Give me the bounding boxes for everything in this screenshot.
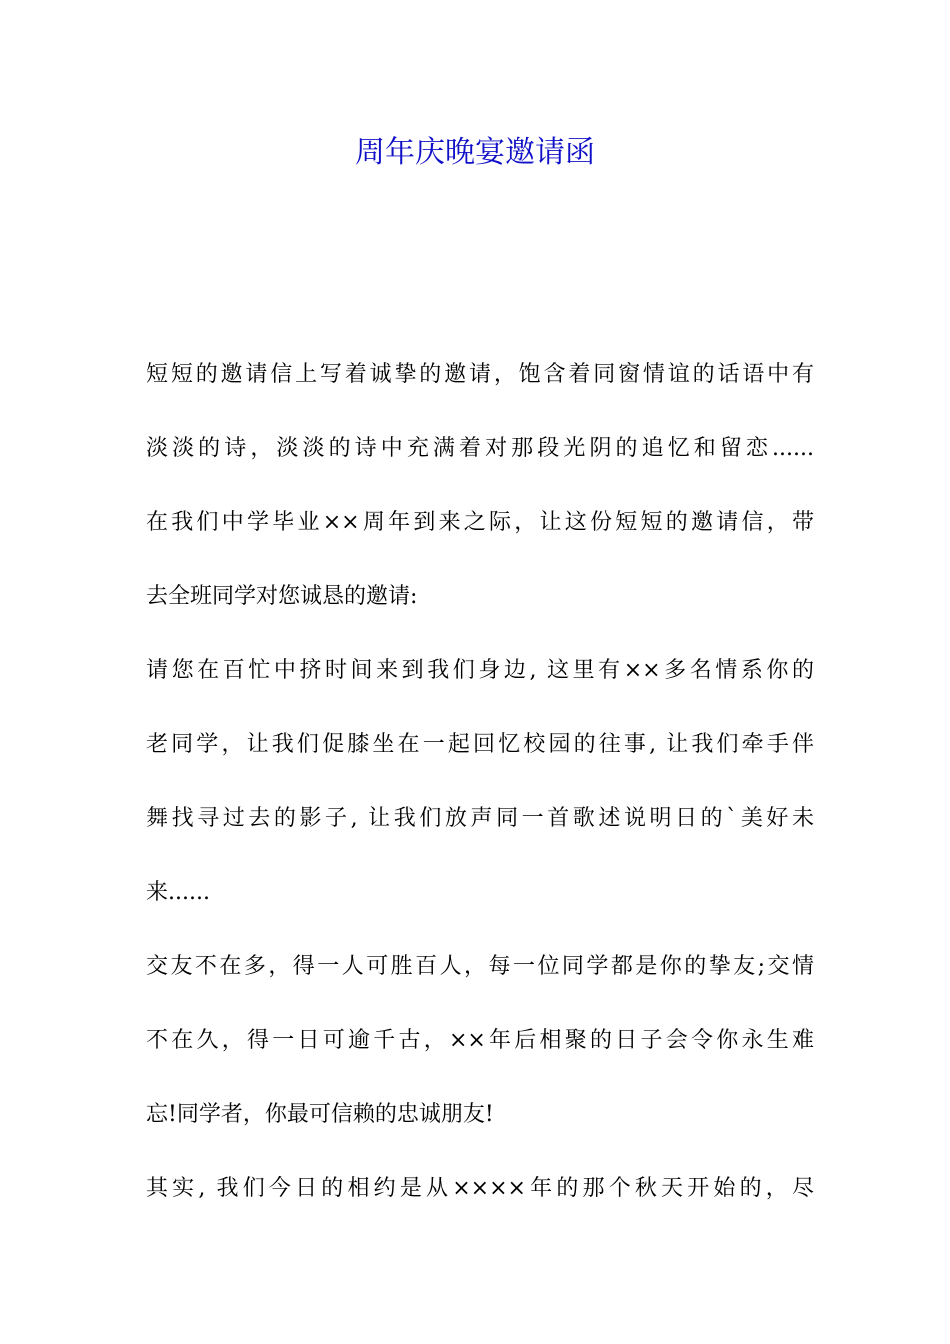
body-line: 在我们中学毕业××周年到来之际，让这份短短的邀请信，带 <box>146 510 814 535</box>
document-body <box>146 338 814 1226</box>
body-line: 忘!同学者，你最可信赖的忠诚朋友! <box>146 1102 494 1127</box>
body-line: 交友不在多，得一人可胜百人，每一位同学都是你的挚友;交情 <box>146 954 814 979</box>
body-line: 请您在百忙中挤时间来到我们身边, 这里有××多名情系你的 <box>146 658 814 683</box>
body-line: 来...... <box>146 880 210 905</box>
document-title: 周年庆晚宴邀请函 <box>355 135 595 170</box>
body-line: 短短的邀请信上写着诚挚的邀请，饱含着同窗情谊的话语中有 <box>146 362 814 387</box>
body-line: 去全班同学对您诚恳的邀请: <box>146 584 418 609</box>
body-line: 淡淡的诗，淡淡的诗中充满着对那段光阴的追忆和留恋...... <box>146 436 814 461</box>
body-line: 其实, 我们今日的相约是从××××年的那个秋天开始的，尽 <box>146 1176 814 1201</box>
body-line: 不在久，得一日可逾千古，××年后相聚的日子会令你永生难 <box>146 1028 814 1053</box>
body-line: 老同学，让我们促膝坐在一起回忆校园的往事, 让我们牵手伴 <box>146 732 814 757</box>
body-line: 舞找寻过去的影子, 让我们放声同一首歌述说明日的`美好未 <box>146 806 814 831</box>
